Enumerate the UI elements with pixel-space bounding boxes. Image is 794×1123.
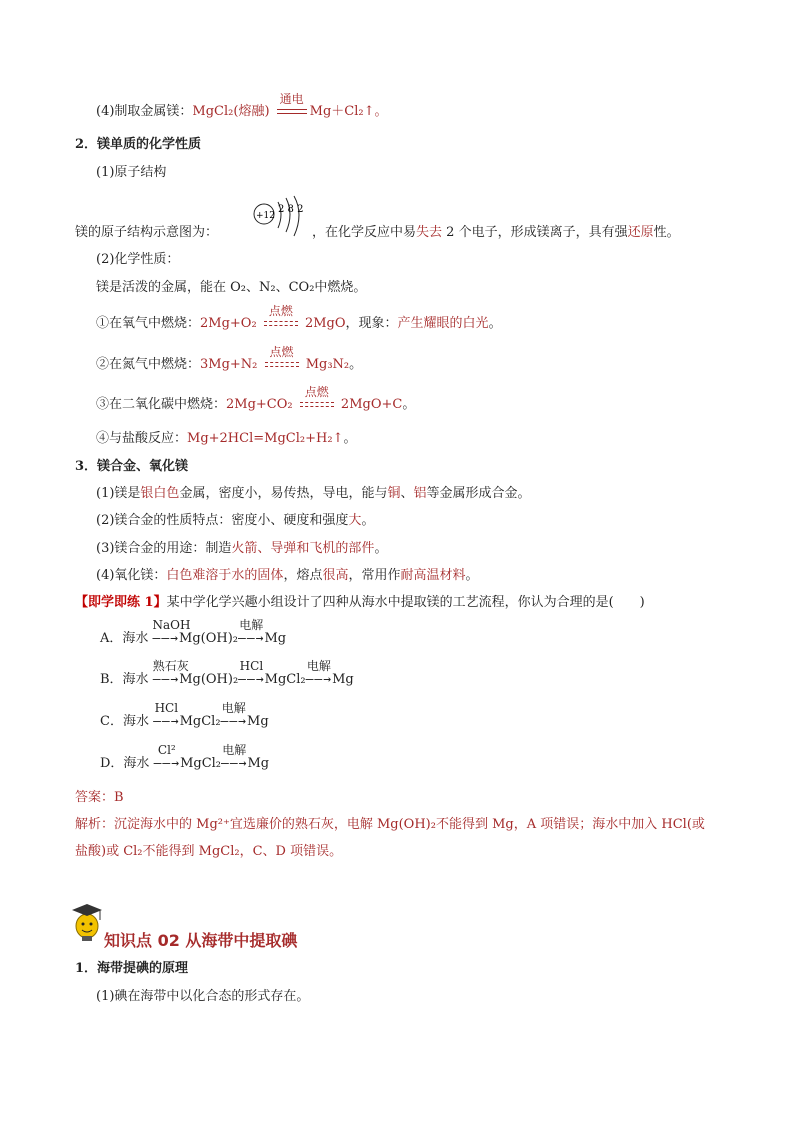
reaction-hcl: ④与盐酸反应：Mg+2HCl=MgCl₂+H₂↑。 bbox=[96, 431, 357, 446]
option-c: C．海水 HCl ——→MgCl₂ 电解 ——→Mg bbox=[100, 701, 269, 729]
line-mg-production: (4)制取金属镁：MgCl₂(熔融) 通电 Mg＋Cl₂↑。 bbox=[96, 92, 388, 119]
line-atom-diagram: 镁的原子结构示意图为： bbox=[75, 225, 219, 240]
mgcl2-molten: MgCl₂(熔融) bbox=[192, 104, 270, 119]
heading-mg-alloy: 3．镁合金、氧化镁 bbox=[75, 459, 189, 474]
iodine-point-1: (1)碘在海带中以化合态的形式存在。 bbox=[96, 989, 310, 1004]
mg-atom-diagram-icon bbox=[250, 192, 310, 240]
subheading-atom-structure: (1)原子结构 bbox=[96, 165, 167, 180]
heading-iodine-principle: 1．海带提碘的原理 bbox=[75, 961, 189, 976]
heading-mg-chem-properties: 2．镁单质的化学性质 bbox=[75, 137, 202, 152]
ignite-equals: 点燃 bbox=[261, 315, 301, 333]
ignite-equals: 点燃 bbox=[262, 356, 302, 374]
option-d: D．海水 Cl² ——→MgCl₂ 电解 ——→Mg bbox=[100, 743, 270, 771]
alloy-point-1: (1)镁是银白色金属，密度小，易传热，导电，能与铜、铝等金属形成合金。 bbox=[96, 486, 531, 501]
analysis-line-1: 解析：沉淀海水中的 Mg²⁺宜选廉价的熟石灰，电解 Mg(OH)₂不能得到 Mg，A 项错误；海水中加入 HCl(或 bbox=[75, 817, 705, 832]
exercise-question: 【即学即练 1】某中学化学兴趣小组设计了四种从海水中提取镁的工艺流程，你认为合理的是( ) bbox=[75, 595, 645, 610]
option-b: B．海水 熟石灰 ——→Mg(OH)₂ HCl ——→MgCl₂ 电解 ——→Mg bbox=[100, 659, 354, 687]
reaction-co2: ③在二氧化碳中燃烧：2Mg+CO₂ 点燃 2MgO+C。 bbox=[96, 385, 416, 412]
ignite-equals: 点燃 bbox=[297, 396, 337, 414]
exercise-tag: 【即学即练 1】 bbox=[75, 595, 167, 610]
line-burn-intro: 镁是活泼的金属，能在 O₂、N₂、CO₂中燃烧。 bbox=[96, 280, 367, 295]
analysis-line-2: 盐酸)或 Cl₂不能得到 MgCl₂，C、D 项错误。 bbox=[75, 844, 343, 859]
subheading-chem-properties: (2)化学性质： bbox=[96, 252, 180, 267]
alloy-point-4: (4)氧化镁：白色难溶于水的固体，熔点很高，常用作耐高温材料。 bbox=[96, 568, 479, 583]
alloy-point-3: (3)镁合金的用途：制造火箭、导弹和飞机的部件。 bbox=[96, 541, 388, 556]
reaction-oxygen: ①在氧气中燃烧：2Mg+O₂ 点燃 2MgO，现象：产生耀眼的白光。 bbox=[96, 304, 502, 331]
electrolysis-equals: 通电 bbox=[274, 103, 310, 121]
line-atom-desc: ，在化学反应中易失去 2 个电子，形成镁离子，具有强还原性。 bbox=[312, 225, 680, 240]
atom-nucleus-label: +12 bbox=[256, 211, 275, 221]
mg-cl2-product: Mg＋Cl₂↑。 bbox=[309, 104, 388, 119]
answer: 答案：B bbox=[75, 790, 124, 805]
atom-shells-label: 2 8 2 bbox=[278, 204, 304, 215]
reaction-nitrogen: ②在氮气中燃烧：3Mg+N₂ 点燃 Mg₃N₂。 bbox=[96, 345, 363, 372]
option-a: A．海水 NaOH ——→Mg(OH)₂ 电解 ——→Mg bbox=[100, 618, 287, 646]
scholar-cap-icon bbox=[70, 900, 104, 942]
alloy-point-2: (2)镁合金的性质特点：密度小、硬度和强度大。 bbox=[96, 513, 375, 528]
knowledge-point-title: 知识点 02 从海带中提取碘 bbox=[104, 931, 298, 950]
